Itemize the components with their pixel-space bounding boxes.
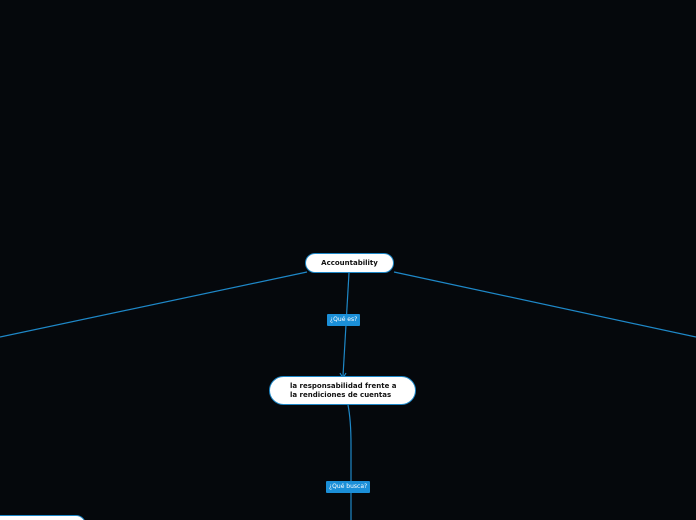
connector-root-left: [0, 272, 307, 337]
root-topic-node[interactable]: [305, 253, 394, 273]
root-topic-text: Accountability: [321, 259, 378, 267]
relation-label-que-busca[interactable]: [326, 481, 370, 493]
relation-label-text: ¿Qué busca?: [329, 483, 368, 490]
offscreen-node[interactable]: [0, 515, 86, 520]
subtopic-node[interactable]: [269, 376, 416, 405]
subtopic-text: la responsabilidad frente a la rendiciones de cuentas: [290, 381, 397, 399]
relation-label-text: ¿Qué es?: [330, 316, 358, 323]
relation-label-que-es[interactable]: [327, 314, 360, 326]
connector-child-down: [348, 405, 351, 520]
connector-root-right: [394, 272, 696, 337]
